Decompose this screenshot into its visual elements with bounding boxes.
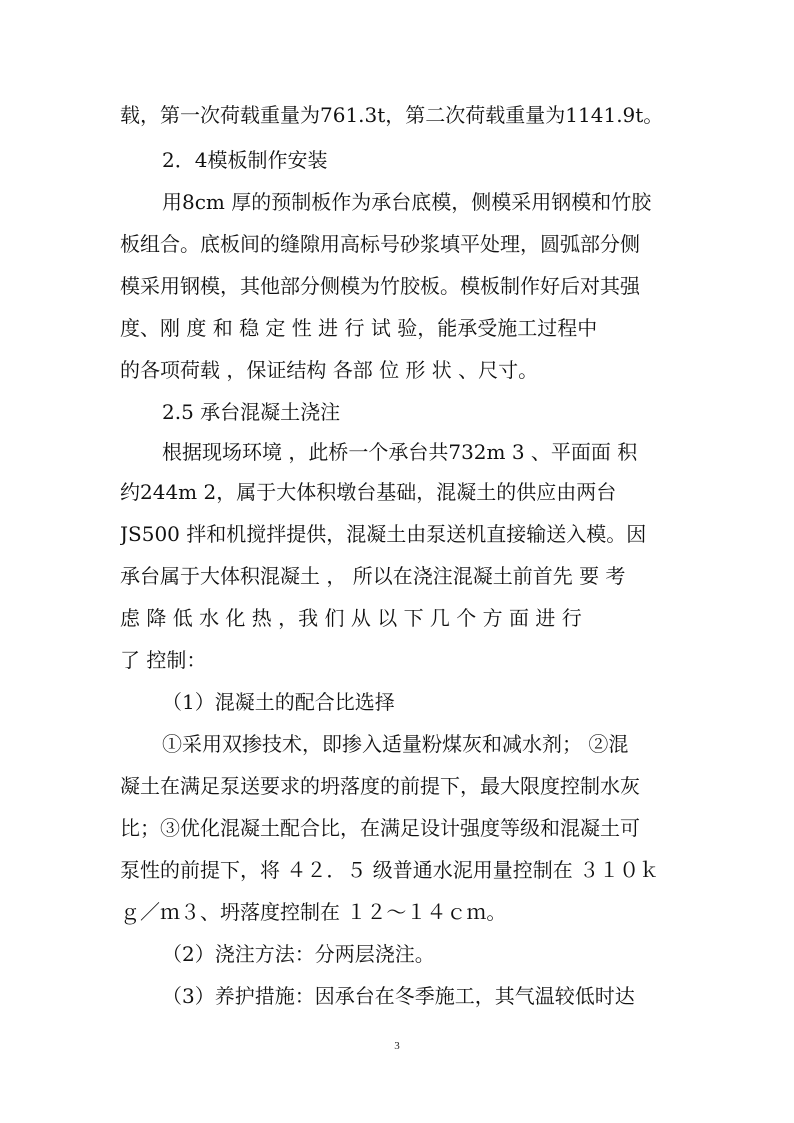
paragraph-line: 的各项荷载 ，保证结构 各部 位 形 状 、尺寸。 [120, 358, 539, 382]
paragraph-line: ｇ／ｍ３、坍落度控制在 １２～１４ｃｍ。 [120, 900, 507, 924]
paragraph-line: 用8cm 厚的预制板作为承台底模，侧模采用钢模和竹胶 [162, 190, 652, 214]
paragraph-line: （2）浇注方法：分两层浇注。 [162, 942, 435, 966]
paragraph-line: （3）养护措施：因承台在冬季施工，其气温较低时达 [162, 984, 635, 1008]
text-line: 载，第一次荷载重量为761.3t，第二次荷载重量为1141.9t。 [120, 103, 664, 127]
section-heading: 2.5 承台混凝土浇注 [162, 400, 341, 424]
paragraph-line: 板组合。底板间的缝隙用高标号砂浆填平处理，圆弧部分侧 [120, 232, 640, 256]
paragraph-line: 了 控制： [120, 648, 207, 672]
paragraph-line: 泵性的前提下，将 ４２．５ 级普通水泥用量控制在 ３１０ｋ [120, 858, 660, 882]
paragraph-line: 虑 降 低 水 化 热 ，我 们 从 以 下 几 个 方 面 进 行 [120, 606, 582, 630]
paragraph-line: 模采用钢模，其他部分侧模为竹胶板。模板制作好后对其强 [120, 274, 640, 298]
section-heading: 2．4模板制作安装 [162, 148, 328, 172]
paragraph-line: 凝土在满足泵送要求的坍落度的前提下，最大限度控制水灰 [120, 774, 640, 798]
paragraph-line: 约244m 2，属于大体积墩台基础，混凝土的供应由两台 [120, 480, 617, 504]
paragraph-line: ①采用双掺技术，即掺入适量粉煤灰和减水剂； ②混 [162, 732, 629, 756]
paragraph-line: 比；③优化混凝土配合比，在满足设计强度等级和混凝土可 [120, 816, 640, 840]
paragraph-line: JS500 拌和机搅拌提供，混凝土由泵送机直接输送入模。因 [120, 522, 647, 546]
paragraph-line: 承台属于大体积混凝土 ， 所以在浇注混凝土前首先 要 考 [120, 564, 626, 588]
subsection-heading: （1）混凝土的配合比选择 [162, 690, 395, 714]
paragraph-line: 根据现场环境 ，此桥一个承台共732m 3 、平面面 积 [162, 440, 638, 464]
page-number: 3 [394, 1040, 400, 1052]
paragraph-line: 度、刚 度 和 稳 定 性 进 行 试 验，能承受施工过程中 [120, 316, 598, 340]
